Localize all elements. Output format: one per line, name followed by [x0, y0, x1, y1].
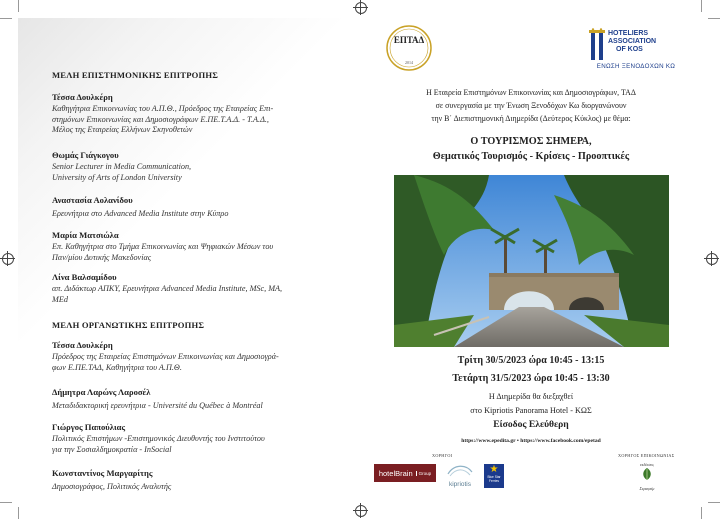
crop-mark [701, 0, 702, 12]
logo-line-2: ASSOCIATION [608, 38, 657, 45]
crop-mark [708, 18, 720, 19]
communication-sponsor-title: ΧΟΡΗΓΟΣ ΕΠΙΚΟΙΝΩΝΙΑΣ [618, 453, 675, 458]
sponsors-title: ΧΟΡΗΓΟΙ [432, 453, 453, 458]
star-icon: ★ [489, 464, 499, 475]
kos-promenade-photo [394, 175, 669, 347]
scientific-committee-title: ΜΕΛΗ ΕΠΙΣΤΗΜΟΝΙΚΗΣ ΕΠΙΤΡΟΠΗΣ [52, 70, 219, 80]
member-role: Επ. Καθηγήτρια στο Τμήμα Επικοινωνίας και Ψηφιακών Μέσων του Παν/μίου Δυτικής Μακεδονίας [52, 242, 274, 262]
epetad-logo-letters: ΕΠΤΑΔ [393, 35, 425, 45]
hoteliers-association-logo [586, 26, 682, 74]
event-subtitle: Θεματικός Τουρισμός - Κρίσεις - Προοπτικές [432, 151, 630, 162]
intro-text: Η Εταιρεία Επιστημόνων Επικοινωνίας και Δημοσιογράφων, ΤΑΔ σε συνεργασία με την Ένωση Ξενοδόχων Κω διοργανώνουν την Β΄ Διεπιστημονική Διημερίδα (Δεύτερος Κύκλος) με θέμα: [426, 88, 636, 123]
website-links[interactable]: https://www.epedita.gr • https://www.facebook.com/epetad [461, 438, 601, 444]
registration-mark-right [706, 253, 718, 265]
epetad-logo-year: 2014 [405, 60, 413, 65]
crop-mark [708, 502, 720, 503]
member-role: Πολιτικός Επιστήμων -Επιστημονικός Διευθυντής του Ινστιτούτου για την Σοσιαλδημοκρατία - InSocial [52, 434, 265, 454]
member-name: Τέσσα Δουλκέρη [52, 92, 113, 102]
member-name: Μαρία Ματσιώλα [52, 230, 119, 240]
registration-mark-left [2, 253, 14, 265]
member-role: Senior Lecturer in Media Communication, University of Arts of London University [52, 162, 192, 182]
free-entry: Είσοδος Ελεύθερη [493, 419, 569, 430]
crop-mark [18, 0, 19, 12]
member-role: Μεταδιδακτορική ερευνήτρια - Université du Québec à Montréal [52, 401, 263, 410]
event-title: Ο ΤΟΥΡΙΣΜΟΣ ΣΗΜΕΡΑ, [470, 136, 592, 147]
hotelbrain-name: hotelBrain [378, 468, 413, 478]
kipriotis-name: kipriotis [448, 481, 472, 488]
member-role: απ. Διδάκτωρ ΑΠΚΥ, Ερευνήτρια Advanced Media Institute, MSc, MA, MEd [52, 284, 283, 304]
member-role: Ερευνήτρια στο Advanced Media Institute στην Κύπρο [52, 209, 229, 218]
bluestar-logo [484, 464, 504, 488]
crop-mark [701, 507, 702, 519]
communication-sponsor-logo [634, 462, 660, 492]
sponsor-text-bottom: Σεραφείμ [639, 486, 655, 491]
leaf-icon [640, 467, 654, 481]
kipriotis-logo [440, 462, 480, 492]
organizing-committee-title: ΜΕΛΗ ΟΡΓΑΝΩΤΙΚΗΣ ΕΠΙΤΡΟΠΗΣ [52, 320, 205, 330]
crop-mark [0, 502, 12, 503]
venue-text: Η Διημερίδα θα διεξαχθεί στο Kipriotis Panorama Hotel - ΚΩΣ [470, 392, 592, 415]
logo-subtitle: ΕΝΩΣΗ ΞΕΝΟΔΟΧΩΝ ΚΩ [596, 63, 676, 70]
member-name: Δήμητρα Λαρώνς Λαροσέλ [52, 387, 151, 397]
member-name: Αναστασία Αολανίδου [52, 195, 133, 205]
crop-mark [0, 18, 12, 19]
member-name: Θωμάς Γιάγκογου [52, 150, 119, 160]
logo-line-1: HOTELIERS [608, 30, 649, 37]
date-day-2: Τετάρτη 31/5/2023 ώρα 10:45 - 13:30 [452, 373, 610, 384]
member-role: Δημοσιογράφος, Πολιτικός Αναλυτής [52, 482, 172, 491]
member-name: Κωνσταντίνος Μαργαρίτης [52, 468, 153, 478]
bluestar-name: Blue Star [487, 475, 501, 479]
hotelbrain-tag: Group [416, 471, 432, 476]
kipriotis-swirl-icon [446, 462, 474, 478]
member-name: Γιώργος Παπούλιας [52, 422, 126, 432]
member-name: Λίνα Βαλσαμίδου [52, 272, 117, 282]
bluestar-name-2: Ferries [489, 479, 499, 483]
epetad-logo [385, 24, 433, 72]
sponsor-text-top: εκδόσεις [640, 462, 654, 467]
date-day-1: Τρίτη 30/5/2023 ώρα 10:45 - 13:15 [457, 355, 605, 366]
hotelbrain-logo [374, 464, 436, 482]
logo-line-3: OF KOS [616, 46, 643, 53]
member-name: Τέσσα Δουλκέρη [52, 340, 113, 350]
crop-mark [18, 507, 19, 519]
member-role: Πρόεδρος της Εταιρείας Επιστημόνων Επικοινωνίας και Δημοσιογρά- φων Ε.ΠΕ.ΤΑΔ, Καθηγήτρια του Α.Π.Θ. [52, 352, 279, 372]
registration-mark-bottom [355, 505, 367, 517]
registration-mark-top [355, 2, 367, 14]
member-role: Καθηγήτρια Επικοινωνίας του Α.Π.Θ., Πρόεδρος της Εταιρείας Επι- στημόνων Επικοινωνίας και Δημοσιογράφων Ε.ΠΕ.Τ.Α.Δ. - Τ.Α.Δ., Μέλος της Εταιρείας Ελλήνων Σκηνοθετών [52, 104, 274, 134]
